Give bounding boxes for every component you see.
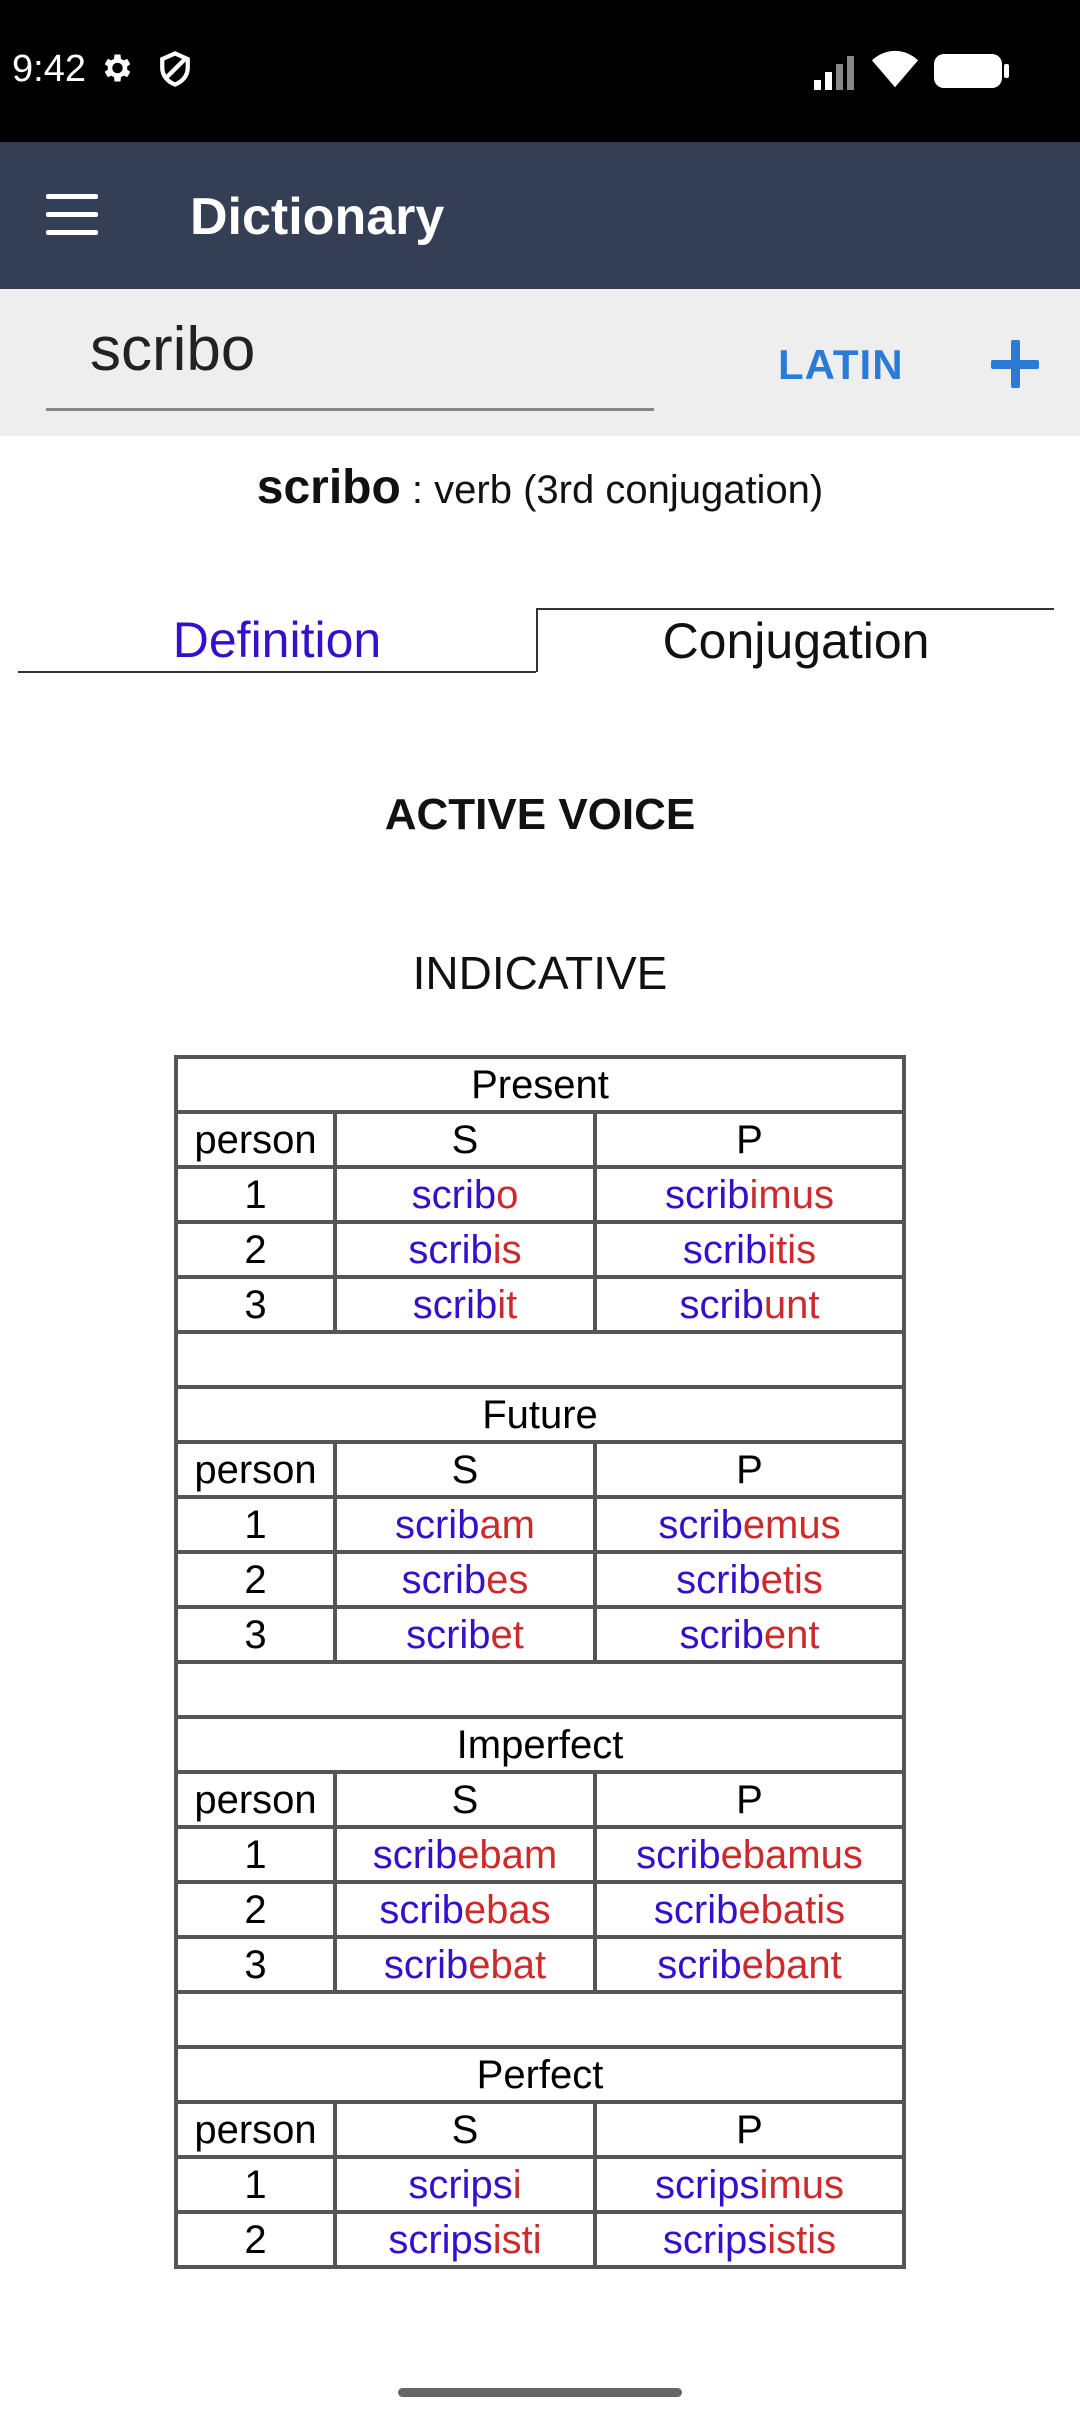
table-row xyxy=(176,1607,904,1662)
tense-name: Future xyxy=(176,1387,904,1442)
person-cell: 3 xyxy=(176,1937,335,1992)
singular-form xyxy=(335,1277,595,1332)
spacer-row xyxy=(176,1662,904,1717)
singular-form xyxy=(335,1552,595,1607)
wifi-icon xyxy=(872,50,918,90)
plus-icon[interactable] xyxy=(991,340,1039,388)
plural-form xyxy=(595,1497,904,1552)
tense-header-row xyxy=(176,2047,904,2102)
plural-form xyxy=(595,1277,904,1332)
person-cell: 2 xyxy=(176,1222,335,1277)
form-ending: ebant xyxy=(741,1942,842,1987)
singular-form xyxy=(335,1167,595,1222)
form-stem: scrib xyxy=(636,1832,721,1877)
form-ending: imus xyxy=(749,1172,834,1217)
plural-header: P xyxy=(595,1112,904,1167)
person-header: person xyxy=(176,1112,335,1167)
person-cell: 1 xyxy=(176,1167,335,1222)
shield-icon xyxy=(158,50,192,88)
search-row xyxy=(0,289,1080,436)
form-ending: unt xyxy=(763,1282,820,1327)
tense-name: Perfect xyxy=(176,2047,904,2102)
plural-header: P xyxy=(595,1442,904,1497)
form-ending: ebas xyxy=(463,1887,551,1932)
tense-name: Imperfect xyxy=(176,1717,904,1772)
person-cell: 1 xyxy=(176,1497,335,1552)
form-ending: ent xyxy=(763,1612,820,1657)
form-stem: scrib xyxy=(411,1172,497,1217)
table-row xyxy=(176,1937,904,1992)
form-ending: ebat xyxy=(468,1942,547,1987)
form-stem: scrib xyxy=(406,1612,491,1657)
form-stem: scrips xyxy=(388,2217,493,2262)
singular-header: S xyxy=(335,1112,595,1167)
plural-form xyxy=(595,1827,904,1882)
spacer-cell xyxy=(176,1662,904,1717)
plural-form xyxy=(595,2157,904,2212)
tab-definition[interactable]: Definition xyxy=(18,610,536,673)
plural-form xyxy=(595,1882,904,1937)
tense-name: Present xyxy=(176,1057,904,1112)
form-ending: istis xyxy=(767,2217,837,2262)
form-stem: scrib xyxy=(657,1942,742,1987)
person-cell: 2 xyxy=(176,2212,335,2267)
form-stem: scrips xyxy=(662,2217,768,2262)
table-row xyxy=(176,1497,904,1552)
plural-header: P xyxy=(595,1772,904,1827)
tense-header-row xyxy=(176,1717,904,1772)
singular-form xyxy=(335,2212,595,2267)
app-bar xyxy=(0,142,1080,289)
voice-heading: ACTIVE VOICE xyxy=(384,790,696,839)
person-header: person xyxy=(176,1442,335,1497)
signal-icon xyxy=(812,52,860,90)
form-stem: scrib xyxy=(679,1612,764,1657)
form-ending: emus xyxy=(742,1502,841,1547)
table-row xyxy=(176,2212,904,2267)
form-stem: scrib xyxy=(676,1557,761,1602)
gear-icon xyxy=(98,50,134,86)
spacer-row xyxy=(176,1992,904,2047)
tense-header-row xyxy=(176,1057,904,1112)
spacer-row xyxy=(176,1332,904,1387)
tense-header-row xyxy=(176,1387,904,1442)
form-ending: etis xyxy=(760,1557,823,1602)
spacer-cell xyxy=(176,1992,904,2047)
form-stem: scrib xyxy=(383,1942,469,1987)
person-header: person xyxy=(176,1772,335,1827)
singular-header: S xyxy=(335,1772,595,1827)
plural-form xyxy=(595,1222,904,1277)
search-input[interactable]: scribo xyxy=(46,307,654,411)
plural-header: P xyxy=(595,2102,904,2157)
singular-form xyxy=(335,1882,595,1937)
singular-form xyxy=(335,1937,595,1992)
form-ending: ebamus xyxy=(720,1832,863,1877)
conjugation-table xyxy=(174,1055,906,2269)
person-cell: 2 xyxy=(176,1882,335,1937)
singular-form xyxy=(335,1827,595,1882)
home-indicator[interactable] xyxy=(398,2388,682,2397)
tab-conjugation[interactable]: Conjugation xyxy=(536,608,1054,672)
hamburger-menu-icon[interactable] xyxy=(46,194,98,236)
singular-form xyxy=(335,2157,595,2212)
form-stem: scrips xyxy=(655,2162,760,2207)
table-row xyxy=(176,2157,904,2212)
form-stem: scrib xyxy=(653,1887,739,1932)
mood-heading: INDICATIVE xyxy=(412,947,668,999)
form-ending: imus xyxy=(759,2162,844,2207)
form-ending: ebatis xyxy=(738,1887,846,1932)
table-row xyxy=(176,1167,904,1222)
form-stem: scrib xyxy=(372,1832,458,1877)
form-ending: et xyxy=(490,1612,524,1657)
form-stem: scrib xyxy=(679,1282,764,1327)
word-description: : verb (3rd conjugation) xyxy=(411,468,824,512)
singular-form xyxy=(335,1497,595,1552)
plural-form xyxy=(595,1167,904,1222)
form-ending: is xyxy=(492,1227,522,1272)
form-stem: scrips xyxy=(408,2162,513,2207)
form-stem: scrib xyxy=(665,1172,750,1217)
form-ending: it xyxy=(497,1282,518,1327)
form-stem: scrib xyxy=(394,1502,480,1547)
battery-icon xyxy=(934,52,1010,90)
app-title: Dictionary xyxy=(190,188,445,246)
spacer-cell xyxy=(176,1332,904,1387)
plural-form xyxy=(595,1937,904,1992)
person-cell: 3 xyxy=(176,1607,335,1662)
table-row xyxy=(176,1827,904,1882)
form-ending: am xyxy=(479,1502,536,1547)
person-cell: 3 xyxy=(176,1277,335,1332)
table-row xyxy=(176,1882,904,1937)
singular-form xyxy=(335,1222,595,1277)
person-cell: 2 xyxy=(176,1552,335,1607)
plural-form xyxy=(595,2212,904,2267)
plural-form xyxy=(595,1607,904,1662)
word-lemma: scribo xyxy=(256,461,401,514)
person-cell: 1 xyxy=(176,1827,335,1882)
column-header-row xyxy=(176,2102,904,2157)
form-ending: itis xyxy=(767,1227,817,1272)
form-stem: scrib xyxy=(379,1887,464,1932)
word-header xyxy=(0,462,1080,516)
column-header-row xyxy=(176,1442,904,1497)
form-ending: i xyxy=(512,2162,522,2207)
singular-header: S xyxy=(335,2102,595,2157)
form-ending: ebam xyxy=(457,1832,558,1877)
status-time: 9:42 xyxy=(12,48,86,90)
column-header-row xyxy=(176,1112,904,1167)
form-ending: isti xyxy=(492,2217,542,2262)
form-ending: o xyxy=(496,1172,519,1217)
form-stem: scrib xyxy=(682,1227,768,1272)
person-header: person xyxy=(176,2102,335,2157)
table-row xyxy=(176,1222,904,1277)
person-cell: 1 xyxy=(176,2157,335,2212)
language-button[interactable]: LATIN xyxy=(778,341,904,388)
status-bar xyxy=(0,0,1080,142)
form-stem: scrib xyxy=(412,1282,498,1327)
table-row xyxy=(176,1277,904,1332)
column-header-row xyxy=(176,1772,904,1827)
form-stem: scrib xyxy=(408,1227,493,1272)
form-stem: scrib xyxy=(658,1502,743,1547)
table-row xyxy=(176,1552,904,1607)
plural-form xyxy=(595,1552,904,1607)
form-ending: es xyxy=(486,1557,529,1602)
singular-form xyxy=(335,1607,595,1662)
singular-header: S xyxy=(335,1442,595,1497)
form-stem: scrib xyxy=(401,1557,487,1602)
